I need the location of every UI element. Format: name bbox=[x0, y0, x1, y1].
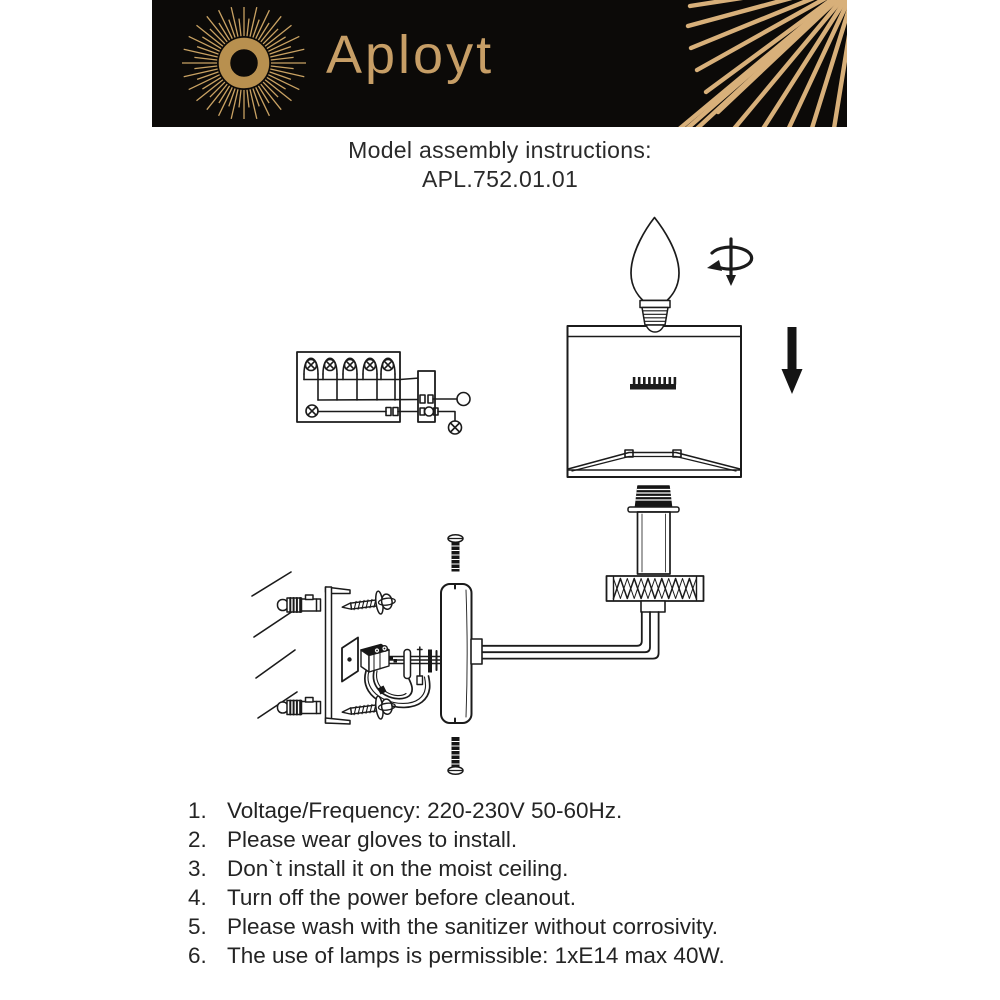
list-item-number: 6. bbox=[188, 943, 207, 968]
list-item-number: 4. bbox=[188, 885, 207, 910]
rotate-arrow-icon bbox=[707, 239, 752, 286]
mounting-bolt-top bbox=[448, 535, 463, 572]
brand-name: Aployt bbox=[326, 25, 495, 85]
instruction-list bbox=[0, 796, 1000, 970]
list-item-number: 5. bbox=[188, 914, 207, 939]
candle-bulb bbox=[631, 218, 679, 333]
page-title: Model assembly instructions: bbox=[348, 137, 652, 163]
list-item bbox=[0, 796, 1000, 825]
down-arrow-icon bbox=[782, 327, 803, 394]
list-item-text: Don`t install it on the moist ceiling. bbox=[227, 856, 569, 881]
list-item-text: The use of lamps is permissible: 1xE14 max 40W. bbox=[227, 943, 725, 968]
wall-anchor-top bbox=[278, 595, 321, 612]
list-item bbox=[0, 941, 1000, 970]
lamp-arm bbox=[481, 612, 659, 659]
list-item-text: Voltage/Frequency: 220-230V 50-60Hz. bbox=[227, 798, 623, 823]
list-item bbox=[0, 854, 1000, 883]
list-item-text: Please wear gloves to install. bbox=[227, 827, 518, 852]
list-item-number: 2. bbox=[188, 827, 207, 852]
list-item bbox=[0, 825, 1000, 854]
list-item-number: 1. bbox=[188, 798, 207, 823]
model-number: APL.752.01.01 bbox=[421, 166, 579, 192]
list-item-text: Please wash with the sanitizer without corrosivity. bbox=[227, 914, 719, 939]
list-item bbox=[0, 912, 1000, 941]
wiring-schematic bbox=[297, 352, 470, 434]
junction-assembly bbox=[342, 638, 441, 708]
plain-terminal-circle bbox=[457, 393, 470, 406]
crystal-ring bbox=[607, 576, 704, 601]
socket-assembly bbox=[481, 486, 704, 659]
list-item-number: 3. bbox=[188, 856, 207, 881]
lampshade bbox=[568, 326, 742, 477]
mounting-bolt-bottom bbox=[448, 737, 463, 774]
mounting-screw-bottom bbox=[341, 694, 397, 723]
list-item bbox=[0, 883, 1000, 912]
wall-hatch-lines bbox=[252, 572, 297, 718]
terminal-block bbox=[418, 371, 438, 422]
list-item-text: Turn off the power before cleanout. bbox=[227, 885, 576, 910]
wall-plate bbox=[441, 584, 482, 723]
